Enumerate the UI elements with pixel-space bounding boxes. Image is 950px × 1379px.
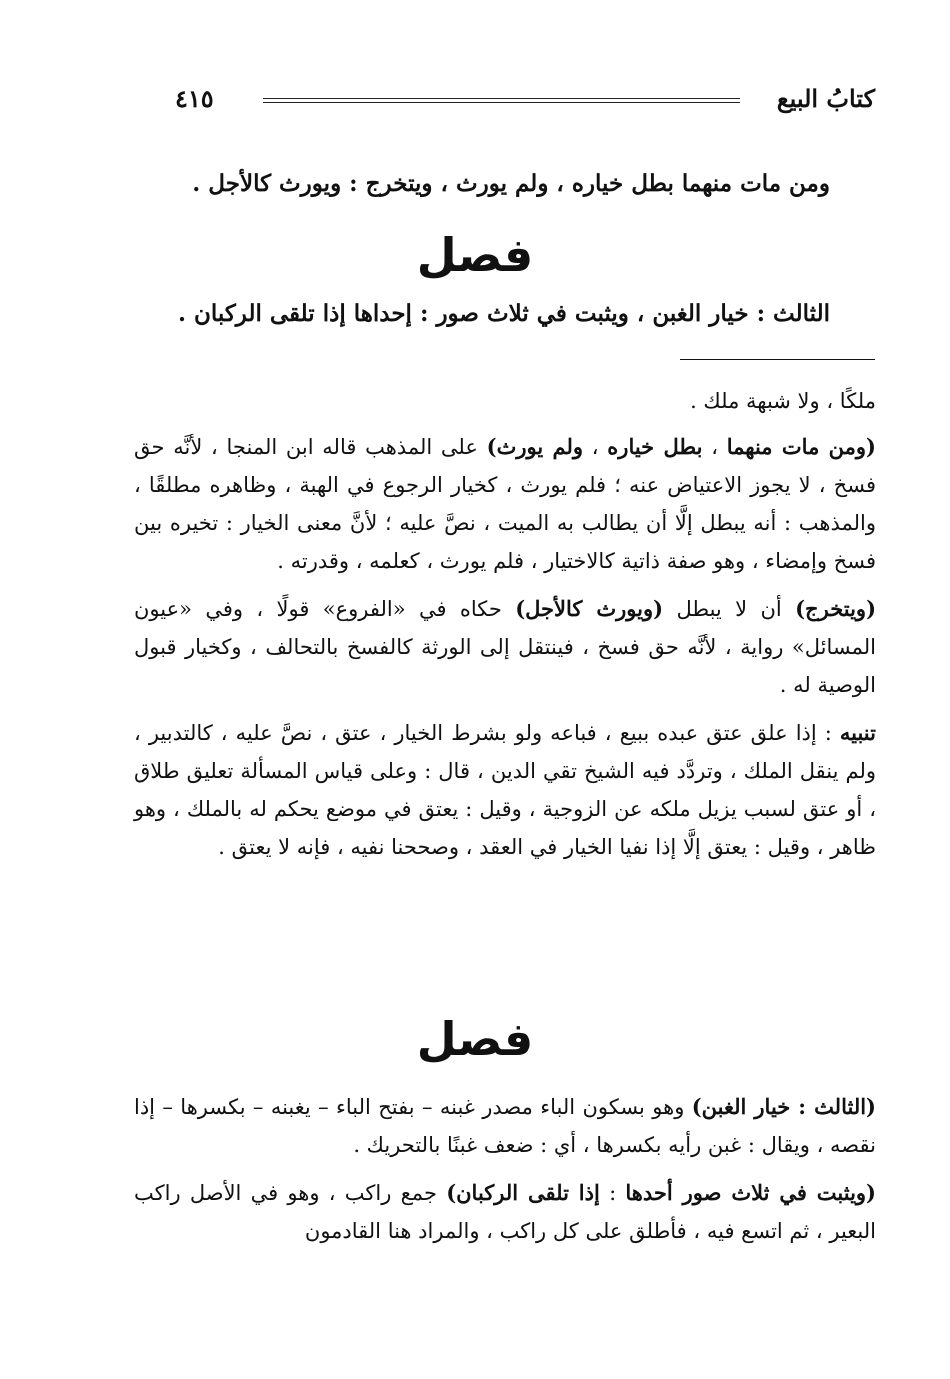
matn-line-2: الثالث : خيار الغبن ، ويثبت في ثلاث صور : إحداها إذا تلقى الركبان . (177, 300, 830, 327)
commentary-text: حكاه في «الفروع» قولًا ، وفي «عيون المسائل» رواية ، لأنَّه حق فسخ ، فينتقل إلى الورثة كالفسخ بالتحالف ، وكخيار قبول الوصية له . (134, 597, 876, 697)
commentary-continuation: ملكًا ، ولا شبهة ملك . (690, 389, 876, 413)
commentary-text: وهو بسكون الباء مصدر غبنه – بفتح الباء – يغبنه – بكسرها – إذا نقصه ، ويقال : غبن رأيه بكسرها ، أي : ضعف غبنًا بالتحريك . (134, 1095, 876, 1157)
commentary-paragraph-ghabn (134, 1088, 876, 1164)
commentary-paragraph-rukban: (ويثبت في ثلاث صور أحدها : إذا تلقى الركبان) جمع راكب ، وهو في الأصل راكب البعير ، ثم اتسع فيه ، فأطلق على كل راكب ، والمراد هنا القادمون (134, 1180, 876, 1243)
commentary-paragraph-inheritance: (ومن مات منهما ، بطل خياره ، ولم يورث) على المذهب قاله ابن المنجا ، لأنَّه حق فسخ ، لا يجوز الاعتياض عنه ؛ فلم يورث ، كخيار الرجوع في الهبة ، وظاهره مطلقًا ، والمذهب : أنه يبطل إلَّا أن يطالب به الميت ، نصَّ عليه ؛ لأنَّ معنى الخيار : تخيره بين فسخ وإمضاء ، وهو صفة ذاتية كالاختيار ، فلم يورث ، كعلمه ، وقدرته . (134, 434, 876, 573)
matn-quote: (ويورث كالأجل) (515, 596, 664, 621)
commentary-block-2 (134, 1088, 876, 1250)
matn-quote: (ومن مات منهما (726, 434, 876, 459)
footnote-divider (680, 359, 875, 360)
page-header (175, 78, 875, 128)
note-label: تنبيه (839, 720, 876, 745)
section-heading-fasl-bottom: فصل (416, 1012, 534, 1066)
commentary-text: على المذهب قاله ابن المنجا ، لأنَّه حق فسخ ، لا يجوز الاعتياض عنه ؛ فلم يورث ، كخيار الرجوع في الهبة ، وظاهره مطلقًا ، والمذهب : أنه يبطل إلَّا أن يطالب به الميت ، نصَّ عليه ؛ لأنَّ معنى الخيار : تخيره بين فسخ وإمضاء ، وهو صفة ذاتية كالاختيار ، فلم يورث ، كعلمه ، وقدرته . (134, 435, 876, 573)
matn-quote: (ويتخرج) (795, 596, 877, 621)
commentary-text: : إذا علق عتق عبده ببيع ، فباعه ولو بشرط الخيار ، عتق ، نصَّ عليه ، كالتدبير ، ولم ينقل الملك ، وتردَّد فيه الشيخ تقي الدين ، قال : وعلى قياس المسألة تعليق طلاق ، أو عتق لسبب يزيل ملكه عن الزوجية ، وقيل : يعتق في موضع يحكم له بالملك ، وهو ظاهر ، وقيل : يعتق إلَّا إذا نفيا الخيار في العقد ، وصححنا نفيه ، فإنه لا يعتق . (134, 721, 876, 859)
commentary-paragraph-tanbih (134, 714, 876, 866)
matn-quote: بطل خياره (607, 434, 703, 459)
matn-quote: (الثالث : خيار الغبن) (691, 1094, 876, 1119)
commentary-text: جمع راكب ، وهو في الأصل راكب البعير ، ثم اتسع فيه ، فأطلق على كل راكب ، والمراد هنا القادمون (134, 1181, 876, 1243)
commentary-paragraph-takhrij: (ويتخرج) أن لا يبطل (ويورث كالأجل) حكاه في «الفروع» قولًا ، وفي «عيون المسائل» رواية ، لأنَّه حق فسخ ، فينتقل إلى الورثة كالفسخ بالتحالف ، وكخيار قبول الوصية له . (134, 596, 877, 697)
running-title: كتابُ البيع (776, 84, 875, 113)
matn-line-1: ومن مات منهما بطل خياره ، ولم يورث ، ويتخرج : ويورث كالأجل . (192, 170, 830, 197)
commentary-block-1 (134, 382, 876, 866)
page-number: ٤١٥ (175, 84, 214, 113)
matn-quote: ولم يورث) (486, 434, 584, 459)
matn-quote: (ويثبت في ثلاث صور أحدها (625, 1180, 876, 1205)
section-heading-fasl-top: فصل (416, 228, 534, 282)
matn-quote: إذا تلقى الركبان) (446, 1180, 600, 1205)
header-rule (263, 98, 740, 103)
